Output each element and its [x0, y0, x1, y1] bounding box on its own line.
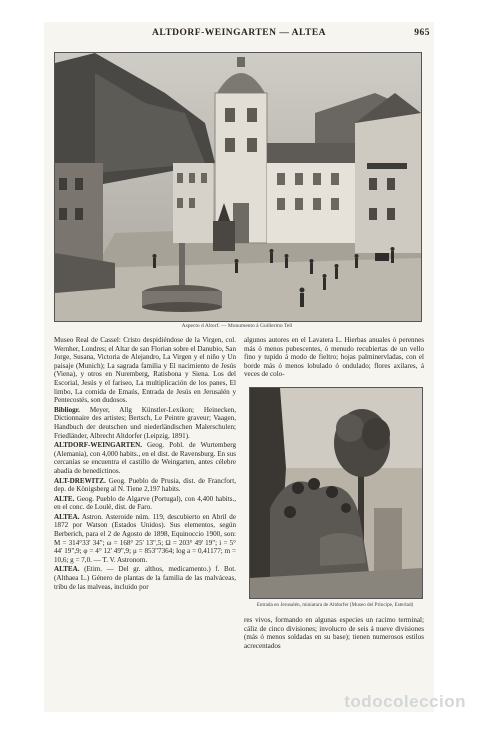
entry-jerusalem-miniature — [250, 388, 422, 598]
paragraph-bibliography — [54, 406, 236, 440]
entry-heading: ALTE. — [54, 494, 75, 503]
right-text-column-bottom: res vivos, formando en algunas especies un racimo terminal; cáliz de cinco divisiones; involucro de seis á nueve divisiones (más ó menos soldadas en su base); tienen numerosos estilos acrecentados — [244, 616, 424, 650]
miniature-illustration — [249, 387, 423, 599]
entry-body: Astron. Asteroide núm. 119, descubierto en Abril de 1872 por Watson (Estados Unidos). Sus elementos, según Berberich, para el 2 de Agosto de 1898, Equinoccio 1900, son: M = 314°33' 34"; ω = 168° 25' 13",5; Ω = 203° 49' 19"; i = 5° 44' 19",9; φ = 4° 12' 49",9; μ = 853"7364; log a = 0,41177; m = 10,6; g = 7,0. — T. V. Astronom. — [54, 512, 236, 564]
watermark-logo: todocoleccion — [344, 692, 466, 711]
entry-body: Meyer, Allg Künstler-Lexikon; Heinecken, Dictionnaire des artistes; Bertsch, Le Peintre graveur; Vaagen, Handbuch der deutschen und niederländischen Malerschulen; Friedländer, Albrecht Altdorfer (Leipzig, 1891). — [54, 405, 236, 440]
entry-body: Geog. Pueblo de Prusia, dist. de Francfort, dep. de Königsberg al N. Tiene 2,197 habits. — [54, 476, 236, 494]
running-title: ALTDORF-WEINGARTEN — ALTEA — [152, 28, 327, 38]
entry-body: (Etim. — Del gr. althos, medicamento.) f. Bot. (Althaea L.) Género de plantas de la familia de las malváceas, tribu de las malveas, incluido por — [54, 565, 236, 591]
paragraph-altdorfer-works: Museo Real de Cassel: Cristo despidiéndose de la Virgen, col. Wernher, Londres; el Altar de san Florian sobre el Danubio, San Jorge, Susana, Victoria de Alejandro, La Virgen y el niño y Un paisaje (Munich); La sagrada familia y El nacimiento de Jesús (Viena), y otros en Nuremberg, Ratisbona y Siena. Los del Escorial, Jesús y el fariseo, La multiplicación de los panes, El limbo, La comida de Emaús, Entrada de Jesús en Jerusalén y Pentecostés, son dudosos. — [54, 336, 236, 405]
right-figure-caption: Entrada en Jerusalén, miniatura de Altdorfer (Museo del Principe, Esterlad) — [256, 602, 414, 608]
altdorf-photo-illustration — [55, 53, 421, 321]
entry-heading: ALT-DREWITZ. — [54, 476, 106, 485]
entry-altdorf-weingarten — [54, 441, 236, 475]
entry-heading: ALTDORF-WEINGARTEN. — [54, 441, 142, 450]
entry-heading: ALTEA. — [54, 565, 80, 574]
entry-heading: Bibliogr. — [54, 405, 80, 414]
entry-alt-drewitz — [54, 477, 236, 494]
page-number: 965 — [414, 28, 430, 38]
entry-heading: ALTEA. — [54, 512, 80, 521]
document-page — [44, 22, 434, 712]
entry-body: Geog. Pueblo de Algarve (Portugal), con 4,400 habits., en el conc. de Loulé, dist. de Faro. — [54, 494, 236, 512]
entry-altea-bot — [54, 565, 236, 591]
altdorf-photograph — [54, 52, 422, 322]
page-header — [44, 28, 434, 42]
entry-body: Geog. Pobl. de Wurtemberg (Alemania), con 4,000 habits., en el dist. de Ravensburg. En sus cercanías se encuentra el castillo de Weingarten, antes célebre abadía de benedictinos. — [54, 441, 236, 475]
right-text-column-top: algunos autores en el Lavatera L. Hierbas anuales ó perennes más ó menos pubescentes, ó menudo recubiertas de un vello fino y tupido á modo de fieltro; hojas palminervladas, con el borde más ó menos lobulado ó ondulado; flores axilares, á veces de colo- — [244, 336, 424, 379]
entry-altea-astron — [54, 513, 236, 565]
left-text-column — [54, 336, 236, 592]
top-figure-caption: Aspecto d Altorf. — Monumento á Guillermo Tell — [181, 323, 293, 329]
entry-alte — [54, 495, 236, 512]
